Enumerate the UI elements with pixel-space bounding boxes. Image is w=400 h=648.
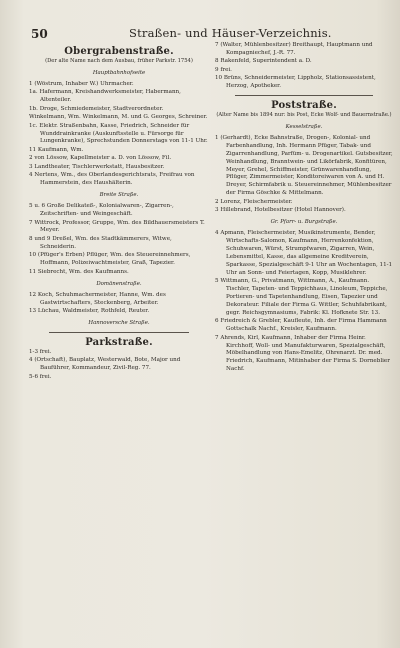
directory-entry: 8 Rakenfeld, Superintendent a. D. bbox=[215, 58, 312, 65]
directory-entry: 11 Kaufmann, Wm. bbox=[29, 146, 84, 153]
street-heading: Poststraße. bbox=[271, 100, 337, 112]
left-column bbox=[29, 42, 209, 382]
street-note: (Der alte Name nach dem Ausbau, früher Parkstr. 1754) bbox=[45, 57, 193, 64]
directory-entry: 7 (Walter, Mühlenbesitzer) Breithaupt, Hauptmann und Kompagniechef, J.-R. 77. bbox=[215, 42, 373, 56]
street-note: (Alter Name bis 1894 nur: bis Post, Ecke Wolf- und Bauernstraße.) bbox=[216, 112, 392, 119]
directory-entry: 2 von Lössow, Kapellmeister a. D. von Lössow, Fil. bbox=[29, 155, 172, 162]
section-label: Kesselstraße. bbox=[285, 124, 323, 131]
directory-entry: 1 (Gerhardt), Ecke Bahnstraße, Drogen-, Kolonial- und Farbenhandlung, Inh. Hermann Pfüger, Tabak- und Zigarrenhandlung, Parfüm- u. Drogenartikel. Gutsbesitzer, Weinhandlung, Branntwein- und Likörfabrik, Konfitüren, Meyer, Grehel, Schiffmeister, Grünwarenhandlung, Pflüger, Zimmermeister, Konditoreiwaren von A. und H. Dreyer, Schirmfabrik u. Steuereinnehmer, Mühlenbesitzer der Firma Göschke & Mittelmann. bbox=[215, 134, 393, 197]
section-label: Breite Straße. bbox=[99, 192, 139, 199]
directory-entry: 7 Ahrends, Kirl, Kaufmann, Inhaber der Firma Heinr. Kirchhoff, Woll- und Manufakturwaren, Spezialgeschäft, Möbelhandlung von Hans-Emelitz, Ohrenarzt. Dr. med. Friedrich, Kaufmann, Mitinhaber der Firma S. Dorneblier Nachf. bbox=[215, 334, 390, 373]
page-number: 50 bbox=[31, 27, 48, 41]
street-heading: Parkstraße. bbox=[85, 336, 153, 348]
directory-entry: 2 Lorenz, Fleischermeister. bbox=[215, 198, 293, 205]
directory-entry: 1c. Elektr. Straßenbahn, Kasse, Friedrich, Schneider für Wunddrainkranke (Auskunftsstelle u. Fürsorge für Lungenkranke), Sprechstunden Donnerstags von 11-1 Uhr. bbox=[29, 122, 208, 145]
directory-entry: 6 Friedreich & Grebler, Kaufleute, Inh. der Firma Hammann Gottschalk Nachf., Kreisler, Kaufmann. bbox=[215, 318, 387, 333]
directory-entry: 1 (Wöstrum, Inhaber W.) Uhrmacher. bbox=[29, 80, 134, 87]
section-label: Gr. Pfarr- u. Burgstraße. bbox=[270, 219, 338, 226]
directory-entry: 4 Apmann, Fleischermeister, Musikinstrumente, Bender, Wirtschafts-Salomon, Kaufmann, Herrenkonfektion, Schuhwaren, Würst, Strumpfwaren, Zigarren, Wein, Lebensmittel, Kasse, das allgemeine Kreditverein, Sparkasse, Spezialgeschäft 9-1 Uhr an Wochentagen, 11-1 Uhr an Sonn- und Feiertagen, Kopp, Musiklehrer. bbox=[215, 230, 393, 276]
directory-entry: 4 (Ortschaft), Bauplatz, Westerwald, Bote, Major und Bauführer, Kommandeur, Zivil-Reg. 77. bbox=[29, 357, 181, 372]
divider bbox=[235, 95, 373, 96]
directory-entry: 1a. Hafermann, Kreishandwerksmeister, Habermann, Altenteiler. bbox=[29, 89, 181, 104]
directory-entry: 8 und 9 Dreßel, Wm. des Stadtkämmerers, Witwe, Schneiderin. bbox=[29, 235, 172, 250]
directory-entry: 7 Wittrock, Professor, Gruppe, Wm. des Bildhauersmeisters T. Meyer. bbox=[29, 219, 205, 234]
entry-list bbox=[29, 81, 209, 328]
directory-entry: 4 Nertens, Wm., des Oberlandesgerichtsrats, Freifrau von Hammerstein, des Haushälterin. bbox=[29, 172, 195, 187]
section-label: Hauptbahnhofseite bbox=[92, 69, 146, 76]
directory-entry: 5 Wittmann, G., Privatmann, Wittmann, A., Kaufmann. Tischler, Tapeten- und Teppichhaus, Linoleum, Teppiche, Portieren- und Tapetenhandlung, Eisen, Tapezier und Dekorateur. Filiale der Firma G. Wittler, Schuhfabrikant, gegr. Reichsgymnasiums, Fabrik: Kl. Hofknete Str. 13. bbox=[215, 278, 388, 316]
street-heading: Obergrabenstraße. bbox=[64, 46, 174, 57]
directory-entry: 10 (Pfüger's Erben) Pflüger, Wm. des Steuereinnehmers, Hoffmann, Polizeiwachtmeister, Graß, Tapezier. bbox=[29, 252, 191, 267]
directory-entry: 3 Landtheater, Tischlerwerkstatt, Hausbesitzer. bbox=[29, 163, 165, 170]
page-header: Straßen- und Häuser-Verzeichnis. bbox=[129, 26, 332, 40]
directory-entry: 5 u. 6 Große Delikateß-, Kolonialwaren-, Zigarren-, Zeitschriften- und Weingeschäft. bbox=[29, 203, 174, 218]
section-label: Domänenstraße. bbox=[96, 280, 142, 287]
directory-entry: 5-6 frei. bbox=[29, 373, 52, 380]
right-column bbox=[215, 42, 393, 375]
directory-entry: 9 frei. bbox=[215, 66, 232, 73]
entry-list bbox=[215, 135, 393, 374]
directory-entry: 1-3 frei. bbox=[29, 348, 52, 355]
directory-entry: 1b. Droge, Schmiedemeister, Stadtverordneter. bbox=[29, 105, 164, 112]
directory-entry: 12 Koch, Schuhmachermeister, Hanne, Wm. des Gastwirtschafters, Steckenberg, Arbeiter. bbox=[29, 291, 166, 306]
entry-list bbox=[215, 42, 393, 91]
directory-entry: 10 Brüns, Schneidermeister, Lippholz, Stationsassistent, Herzog, Apotheker. bbox=[215, 75, 376, 90]
directory-entry: 11 Siebrecht, Wm. des Kaufmanns. bbox=[29, 268, 129, 275]
directory-entry: 13 Lüchau, Waldmeister, Rothfeld, Reuter. bbox=[29, 308, 150, 314]
section-label: Hannoversche Straße. bbox=[88, 319, 150, 326]
divider bbox=[49, 332, 189, 333]
entry-list bbox=[29, 349, 209, 382]
directory-entry: Winkelmann, Wm. Winkelmann, M. und G. Georges, Schreiner. bbox=[29, 114, 208, 121]
directory-entry: 3 Hillebrand, Hotelbesitzer (Hotel Hannover). bbox=[215, 207, 346, 214]
